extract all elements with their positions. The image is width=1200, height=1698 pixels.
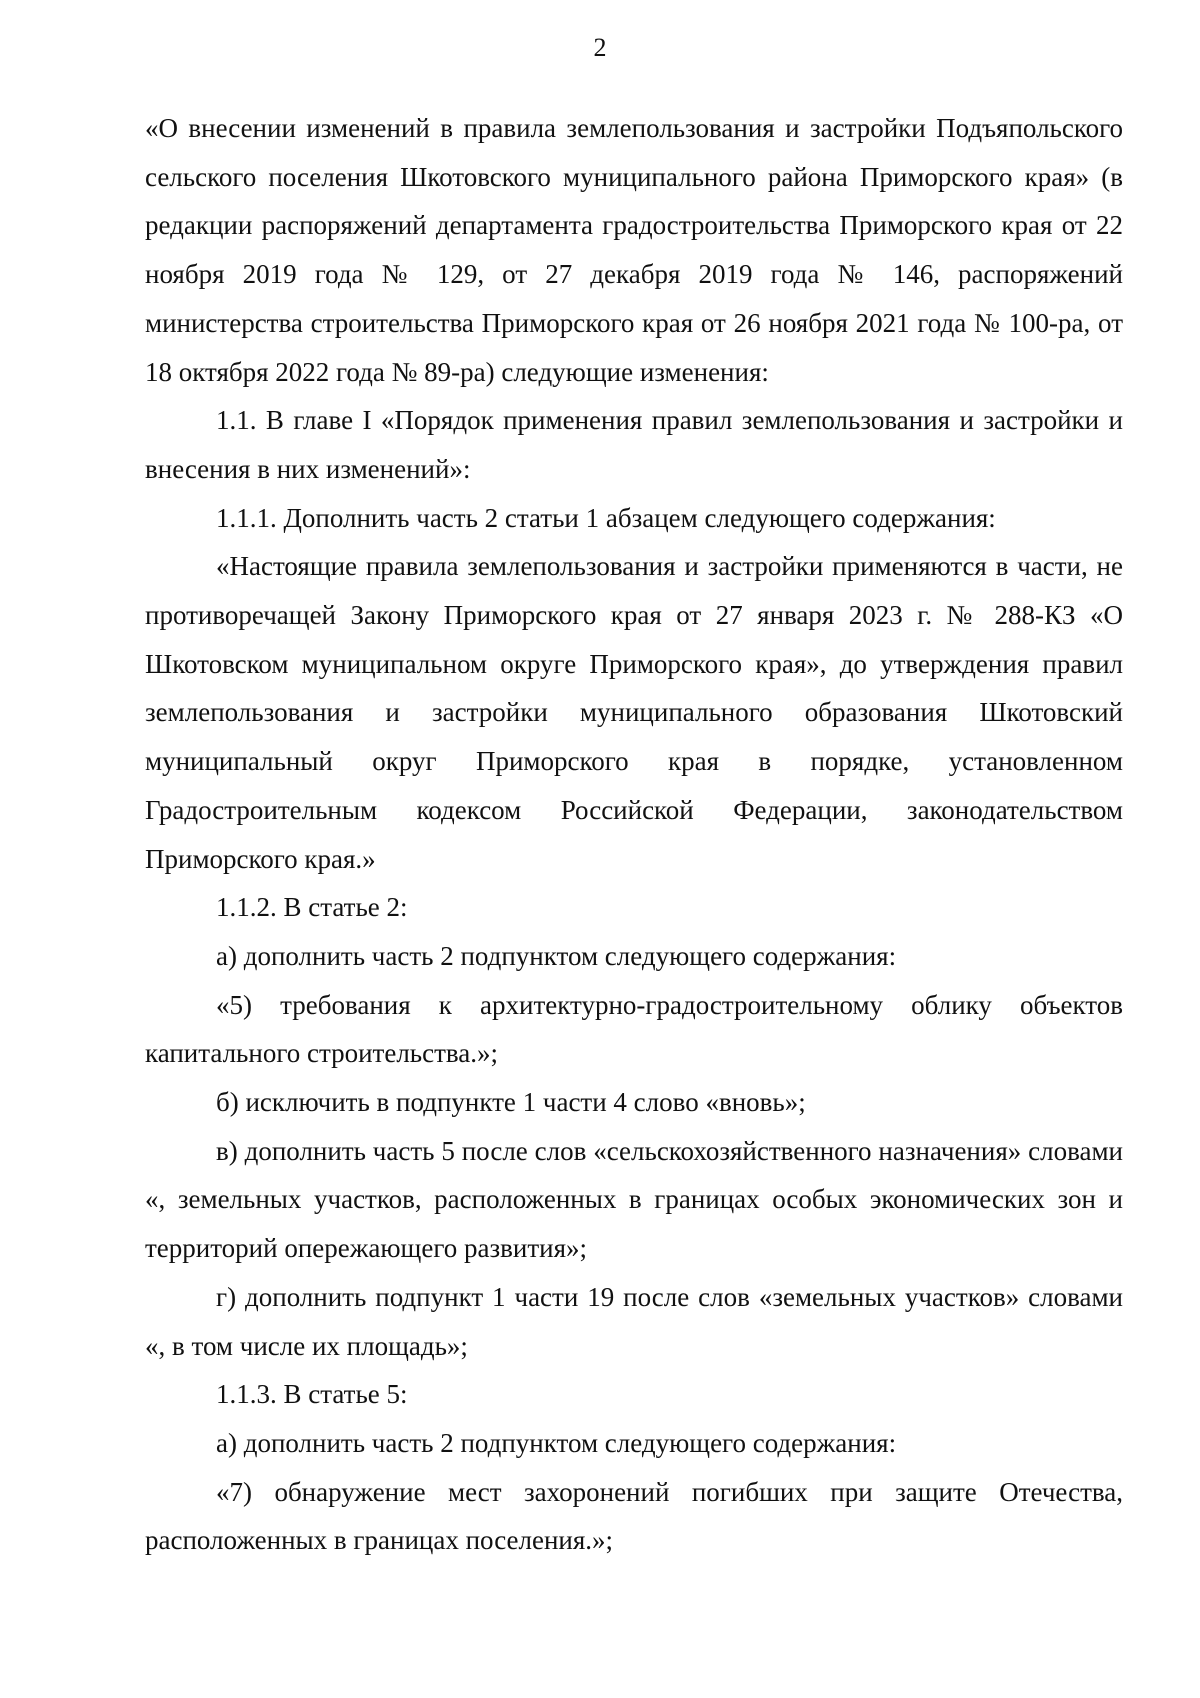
paragraph-1-1: 1.1. В главе I «Порядок применения правил землепользования и застройки и внесения в них изменений»: bbox=[145, 405, 1123, 484]
paragraph-quoted-item-7: «7) обнаружение мест захоронений погибших при защите Отечества, расположенных в границах поселения.»; bbox=[145, 1476, 1123, 1556]
paragraph-quoted-rule: «Настоящие правила землепользования и застройки применяются в части, не противоречащей Закону Приморского края от 27 января 2023 г. № 288-КЗ «О Шкотовском муниципальном округе Приморского края», до утверждения правил землепользования и застройки муниципального образования Шкотовский муниципальный округ Приморского края в порядке, установленном Градостроительным кодексом Российской Федерации, законодательством Приморского края.» bbox=[145, 551, 1123, 874]
paragraph-1-1-2: 1.1.2. В статье 2: bbox=[216, 892, 408, 923]
paragraph-item-g: г) дополнить подпункт 1 части 19 после слов «земельных участков» словами «, в том числе их площадь»; bbox=[145, 1281, 1123, 1361]
paragraph-item-v: в) дополнить часть 5 после слов «сельскохозяйственного назначения» словами «, земельных участков, расположенных в границах особых экономических зон и территорий опережающего развития»; bbox=[145, 1135, 1123, 1264]
document-body bbox=[145, 104, 1123, 1565]
paragraph-item-b: б) исключить в подпункте 1 части 4 слово «вновь»; bbox=[216, 1087, 806, 1118]
paragraph-1-1-3: 1.1.3. В статье 5: bbox=[216, 1379, 408, 1410]
page-number: 2 bbox=[593, 33, 607, 62]
paragraph-item-a-2: а) дополнить часть 2 подпунктом следующего содержания: bbox=[216, 1427, 897, 1458]
paragraph-quoted-item-5: «5) требования к архитектурно-градостроительному облику объектов капитального строительства.»; bbox=[145, 989, 1123, 1069]
paragraph-item-a: а) дополнить часть 2 подпунктом следующего содержания: bbox=[216, 940, 897, 971]
paragraph-continuation: «О внесении изменений в правила землепользования и застройки Подъяпольского сельского поселения Шкотовского муниципального района Приморского края» (в редакции распоряжений департамента градостроительства Приморского края от 22 ноября 2019 года № 129, от 27 декабря 2019 года № 146, распоряжений министерства строительства Приморского края от 26 ноября 2021 года № 100-ра, от 18 октября 2022 года № 89-ра) следующие изменения: bbox=[145, 113, 1123, 387]
paragraph-1-1-1: 1.1.1. Дополнить часть 2 статьи 1 абзацем следующего содержания: bbox=[216, 502, 996, 533]
